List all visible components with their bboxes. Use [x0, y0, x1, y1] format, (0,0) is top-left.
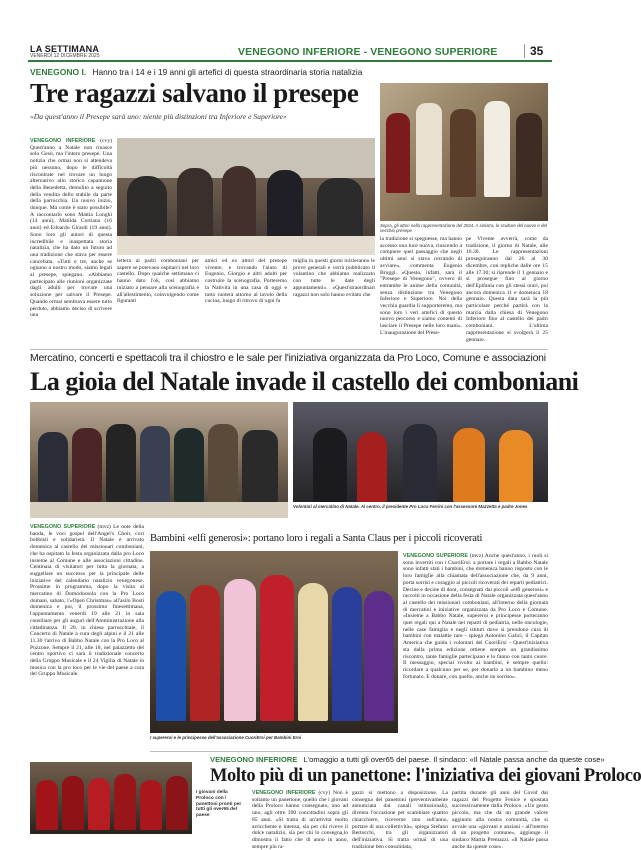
article2-kicker: Mercatino, concerti e spettacoli tra il chiostro e le sale per l'iniziativa organizzata da Pro Loco, Comune e associazioni: [30, 353, 546, 364]
superhero-figure: [332, 587, 362, 721]
article1-col2: lettera ai padri comboniani per sapere se potevano ospitarci nel loro castello. Dopo qualche settimana ci hanno dato l'ok, così abbiamo iniziato a pensare alla scenografia e all'allestimento, coinvolgendo come figuranti: [117, 258, 199, 305]
costumed-actor: [416, 103, 442, 195]
article1-title: Tre ragazzi salvano il presepe: [30, 78, 359, 108]
article4-title: Molto più di un panettone: l'iniziativa dei giovani Proloco: [210, 766, 641, 786]
volunteer-figure: [242, 430, 278, 502]
article1-col3: amici ed ex attori del presepe vivente, e trovando l'aiuto di Eugenio, Giorgio e altri adulti per costruire la scenografia. Porteremo la Natività in una casa di oggi e tutto ruoterà attorno al tavolo della cucina, luogo di ritrovo di ogni fa: [205, 258, 287, 305]
volunteer-figure: [88, 778, 110, 830]
section-divider: [30, 349, 548, 350]
article2-officials-photo: [293, 402, 548, 502]
person-figure: [177, 168, 213, 238]
page-number: 35: [530, 44, 544, 58]
person-figure: [222, 166, 256, 238]
article3-photo-caption: I supereroi e le principesse dell'associazione CuoriErsi per Bambini Eroi: [150, 735, 302, 740]
volunteer-figure: [174, 428, 204, 502]
person-figure: [403, 424, 437, 502]
princess-figure: [224, 579, 256, 721]
costumed-actor: [450, 109, 476, 197]
volunteer-figure: [38, 432, 68, 502]
article3-costume-photo: [150, 551, 398, 733]
santa-figure: [260, 575, 294, 721]
table: [117, 236, 375, 255]
article4-col1: VENEGONO INFERIORE (cvy) Non è soltanto un panettone, quello che i giovani della Proloco hanno consegnato, uno ad uno, agli oltre 390 concittadini sopra gli 85 anni. «Si tratta di un'attività molto arricchente e intensa, sia per chi riceve il dolce natalizio, sia per chi lo consegna,lo dimostra il fatto che di anno in anno, sempre più ra-: [252, 790, 348, 850]
issue-date: VENERDÌ 12 DICEMBRE 2025: [30, 53, 100, 59]
article4-side-caption: I giovani della Proloco con i panettoni pronti per tutti gli over65 del paese: [196, 790, 242, 819]
article1-subtitle: «Da quest'anno il Presepe sarà uno: niente più distinzioni tra Inferiore e Superiore»: [30, 112, 287, 121]
volunteer-figure: [166, 776, 188, 830]
newspaper-brand: LA SETTIMANA: [30, 44, 100, 54]
article1-nativity-photo: [380, 83, 548, 221]
superhero-figure: [156, 591, 186, 721]
article4-panettone-photo: [30, 762, 192, 834]
volunteer-figure: [114, 774, 136, 830]
person-figure: [453, 428, 485, 502]
article4-col2: gazzi si mettono a disposizione. La consegna dei panettoni (preventivamente annunciata dai canali istituzionali), diventa l'occasione per scambiare quattro chiacchiere, riceverne uno sull'anno, portare di una collettività», spiega Stefano Bertocchi, tra gli organizzatori dell'iniziativa. Si tratta ormai di una tradizione ben consolidata,: [352, 790, 448, 850]
person-figure: [357, 432, 387, 502]
volunteer-figure: [140, 780, 162, 830]
superhero-figure: [364, 591, 394, 721]
article1-col6: pe Vivente avverrà, come da tradizione, il giorno di Natale, alle 16.30. Le rappresentazioni proseguiranno dal 26 al 30 dicembre, con repliche dalle ore 15 alle 17.30; si riprende il 1 gennaio e si prosegue fino al giorno dell'Epifania con gli stessi orari, poi ancora domenica 11 e domenica 18 gennaio. Questa data sarà la più particolare perché partirà con la marcia dalla chiesa di Venegono Inferiore fino al castello dei padri comboniani. L'ultima rappresentazione si svolgerà il 25 gennaio.: [466, 236, 548, 343]
princess-figure: [298, 583, 328, 721]
volunteer-figure: [62, 776, 84, 830]
volunteer-figure: [106, 424, 136, 502]
person-figure: [127, 176, 167, 236]
article2-volunteers-photo: [30, 402, 288, 518]
article1-col1-continued: [30, 281, 112, 348]
article1-kicker: [30, 67, 510, 77]
article1-main-photo: [117, 138, 375, 255]
article1-kicker-location: VENEGONO I.: [30, 67, 87, 77]
article2-title: La gioia del Natale invade il castello dei comboniani: [30, 367, 579, 396]
volunteer-figure: [72, 428, 102, 502]
article4-kicker: VENEGONO INFERIORE L'omaggio a tutti gli over65 del paese. Il sindaco: «Il Natale passa anche da queste cose»: [210, 755, 605, 764]
costumed-actor: [386, 113, 410, 193]
person-figure: [313, 428, 347, 502]
article2-body: VENEGONO SUPERIORE (mvz) Le note della banda, le voci gospel dell'Angel's Choir, cori bobbisti e solidarietà. Il Natale è arrivato domenica al castello dei missionari comboniani, che ha ospitato la festa organizzata dalla pro Loco insieme al Comune e alle associazioni cittadine. Centinaia di visitatori per tutta la giornata, a suggellare un successo per la principale delle iniziative del calendario natalizio venegonese. Prossime in programma, dopo la visita al mercatino di Domodossola con la Pro Loco domani, sabato, l'«Open Christmas» all'asilo Bosti domenica e poi, il prossimo finesettimana, l'appuntamento venerdì 19 alle 21 in sala consiliare per gli auguri dell'Amministrazione alla cittadinanza. Il 20, in chiesa parrocchiale, il Concerto di Natale a cura degli alpini e il 21 alle 11.30 l'arrivo di Babbo Natale con la Pro Loco al Pozzone. Sempre il 21, alle 18, nel palazzetto del centro sportivo ci sarà il tradizionale concerto della Gruppo Musicale e il 24 Vigilia di Natale in musica con la pro loco per le vie del paese a cura del Gruppo Musicale.: [30, 524, 144, 678]
volunteer-figure: [140, 426, 170, 502]
article1-col5: la tradizione si spegnesse, ma hanno accesso una luce nuova, riuscendo a compiere quel passaggio che negli ultimi anni si stava cercando di avviare», commenta Eugenio Broggi. «Questo, infatti, sarà il "Presepe di Venegono", ovvero di entrambe le anime della comunità, senza distinzione tra Venegono Inferiore e Superiore. Noi della vecchia guardia li supporteremo, ma sono loro i veri artefici di questo nuovo percorso e siamo contenti di lasciare il Presepe nelle loro mani». L'inaugurazione del Prese-: [380, 236, 462, 336]
article3-title: Bambini «elfi generosi»: portano loro i regali a Santa Claus per i piccoli ricoverati: [150, 533, 483, 544]
costumed-actor: [484, 101, 510, 197]
person-figure: [267, 170, 303, 240]
section-title: VENEGONO INFERIORE - VENEGONO SUPERIORE: [238, 46, 498, 58]
header-rule: [28, 60, 552, 62]
article1-col4: miglia in questi giorni inizieranno le prove generali e verrà pubblicato il volantino che abbiamo realizzato con tutte le date degli appuntamenti». «Quest'straordinari ragazzi non solo hanno evitato che: [293, 258, 375, 298]
article2-photo-caption: Volontari al mercatino di Natale. Al centro, il presidente Pro Loco Ferrini con l'assessore Mazzetta e padre Jones: [293, 504, 528, 509]
market-stall: [30, 502, 288, 518]
costumed-actor: [516, 113, 542, 197]
article4-col3: partita durante gli anni del Covid dai ragazzi del Progetto Fenice e spostata successivamente dalla Proloco. «Un gesto piccolo, ma che dà un grande valore aggiunto alla nostra comunità, che si avvale una «giovani e anziani - all'interno di un progetto comune», aggiunge il sindaco Mattia Premazzi. «Il Natale passa anche da queste cose».: [452, 790, 548, 850]
page-number-divider: [524, 44, 525, 58]
section-divider: [150, 751, 548, 752]
article1-photo-caption: Sopra, gli attori nella rappresentazione del 2024. A sinistra, le sculture del nuovo e del vecchio presepe: [380, 223, 547, 233]
article3-body: VENEGONO SUPERIORE (mvz) Anche quest'anno, i ruoli si sono invertiti con i CuoriErsi: a portare i regali a Babbo Natale sono infatti stati i bambini, che domenica hanno risposto con le loro famiglie alla chiamata dell'associazione che, da 9 anni, porta sorrisi e coraggio ai piccoli ricoverati dei reparti pediatrici. Decine e decine di doni, consegnati dai piccoli «elfi generosi» e raccolti in occasione della festa di Natale organizzata quest'anno al castello dei missionari comboniani, all'interno della giornata di mercatini e iniziative organizzata da Pro Loco e Comune. «Insieme a Babbo Natale, supereroi e principesse porteranno quei regali qui a Natale nei reparti di pediatria, nelle oncologie, nelle case famiglia e negli istituti dove si prendono cura di bambini con malattie rare - spiega Antonino Galici, il Capitan America che guida i volontari dei CuoriErsi - Quest'iniziativa sta dalla prima edizione ottiene sempre un grandissimo riscontro, tante famiglie partecipano e lo fanno con tanto cuore. Il messaggio, special rivolto ai bambini, è sempre quello: ricordare a qualcuno per se, per donarlo a un bambino meno fortunato. E donare, con quello, anche un sorriso».: [403, 553, 548, 680]
person-figure: [499, 430, 533, 502]
volunteer-figure: [208, 424, 238, 502]
person-figure: [317, 178, 363, 240]
article1-col1: VENEGONO INFERIORE (cvy) Quest'anno a Natale non rinasce solo Gesù, ma l'intero presepe. Una notizia che ormai non si attendeva più nessuno, dopo le difficoltà riscontrate nel trovare un luogo alternativo allo storico capannone della Benedetta, demolito a seguito della vendita dello stabile da parte della parrocchia. Un nuovo inizio, dunque. Ma come è stato possibile? A raccontarlo sono Mattia Longhi (14 anni), Matilda Cortiana (16 anni) ed Edoardo Girardi (19 anni). Sono loro gli autori di questa incredibile e inaspettata storia natalizia, che ha dato un futuro ad una tradizione che stava per essere cancellata. «Tutti e tre, anche se ognuno a nostro modo, siamo legati al presepe, spiegano. «Abbiamo partecipato alle riunioni organizzate dagli adulti per trovare una soluzione per salvare il Presepe. Quando ormai sembrava essere tutto perduto, abbiamo deciso di scrivere una: [30, 138, 112, 319]
superhero-figure: [190, 585, 220, 721]
volunteer-figure: [36, 780, 58, 830]
article1-kicker-text: Hanno tra i 14 e i 19 anni gli artefici di questa straordinaria storia natalizia: [92, 67, 363, 77]
